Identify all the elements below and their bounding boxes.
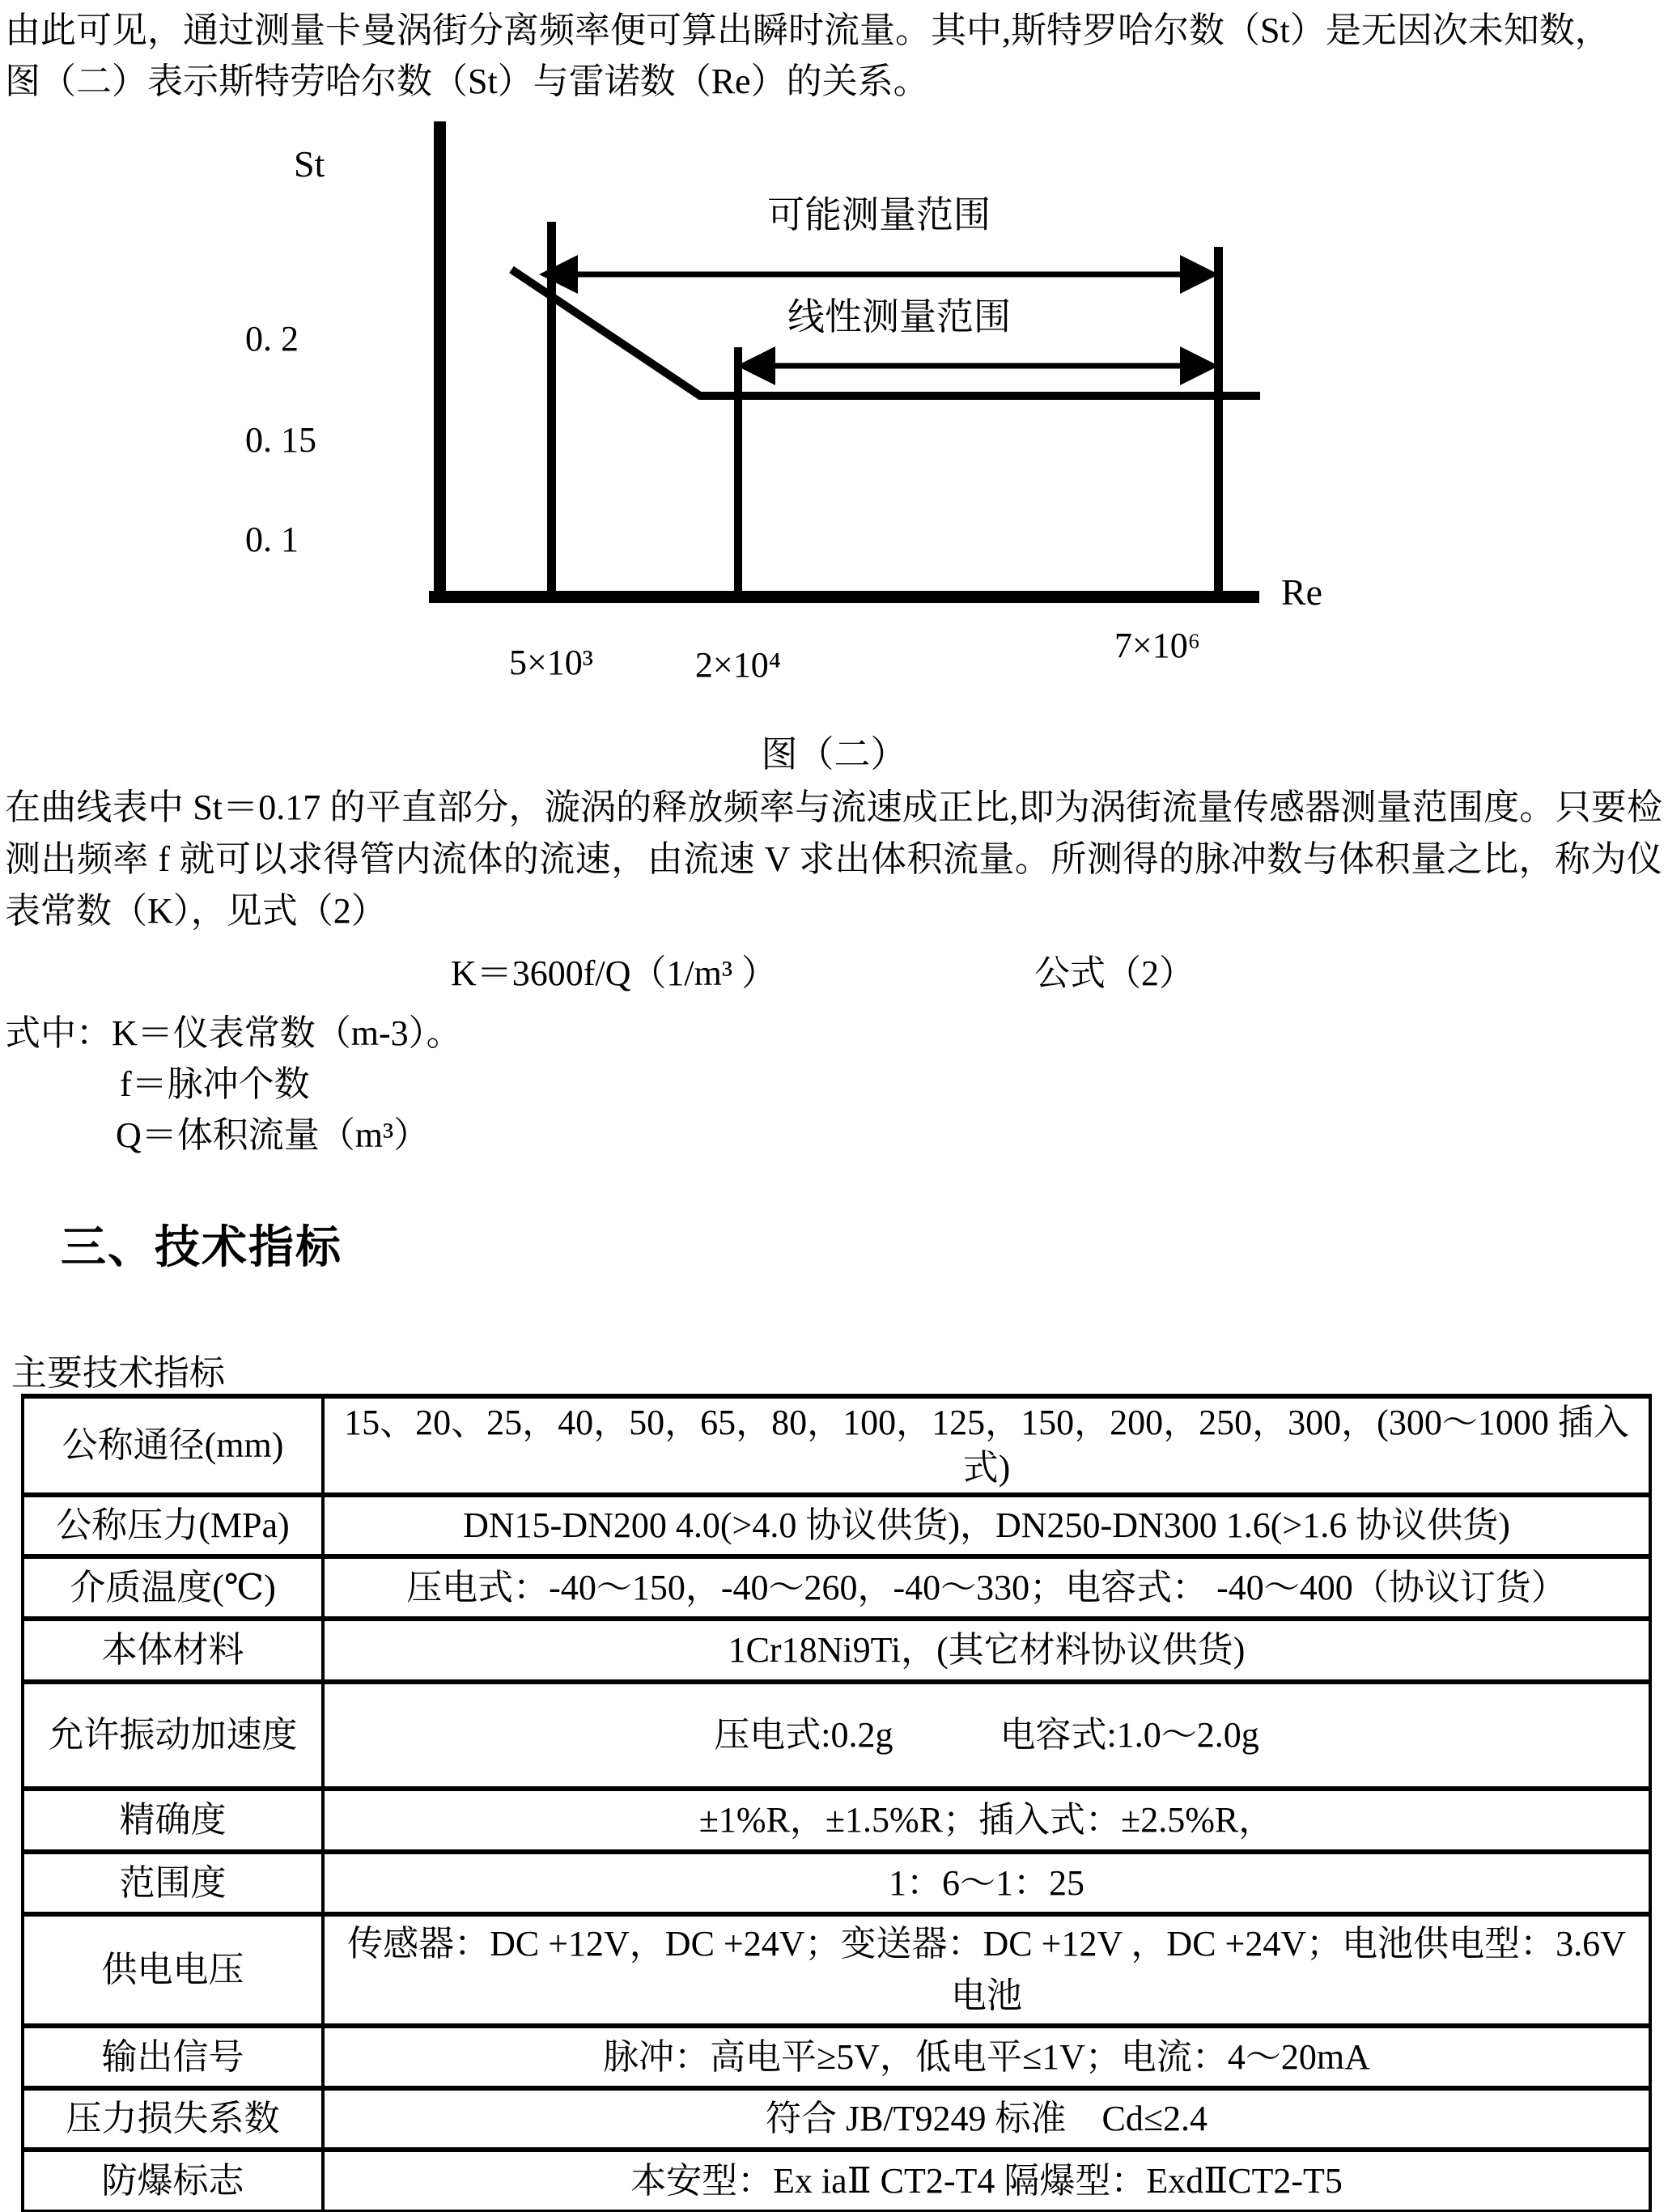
y-axis-line bbox=[434, 121, 446, 602]
possible-range-label: 可能测量范围 bbox=[767, 194, 991, 236]
x-tick-7e6: 7×10⁶ bbox=[1114, 626, 1201, 665]
row-label: 防爆标志 bbox=[23, 2150, 323, 2212]
row-value: 1Cr18Ni9Ti，(其它材料协议供货) bbox=[323, 1619, 1650, 1682]
row-value: DN15-DN200 4.0(>4.0 协议供货)，DN250-DN300 1.6(>1.6 协议供货) bbox=[323, 1495, 1650, 1556]
row-value: 压电式:0.2g 电容式:1.0～2.0g bbox=[323, 1682, 1650, 1789]
definition-k: 式中：K＝仪表常数（m-3）。 bbox=[5, 1013, 462, 1053]
x-axis-title: Re bbox=[1281, 571, 1323, 613]
table-row bbox=[23, 2026, 1650, 2088]
row-label: 允许振动加速度 bbox=[23, 1682, 323, 1789]
row-value: 压电式：-40～150，-40～260，-40～330；电容式： -40～400（协议订货） bbox=[323, 1556, 1650, 1619]
tick-line-2e4 bbox=[734, 347, 742, 591]
row-value: 本安型：Ex iaⅡ CT2-T4 隔爆型：ExdⅡCT2-T5 bbox=[323, 2150, 1650, 2212]
section-title: 三、技术指标 bbox=[61, 1221, 342, 1272]
linear-range-arrow bbox=[736, 346, 1219, 385]
intro-line-1: 由此可见，通过测量卡曼涡街分离频率便可算出瞬时流量。其中,斯特罗哈尔数（St）是无因次未知数， bbox=[5, 11, 1611, 50]
table-row bbox=[23, 1556, 1650, 1619]
intro-line-2: 图（二）表示斯特劳哈尔数（St）与雷诺数（Re）的关系。 bbox=[5, 62, 929, 101]
row-value: ±1%R，±1.5%R；插入式：±2.5%R， bbox=[323, 1789, 1650, 1852]
y-tick-0-2: 0. 2 bbox=[245, 319, 299, 359]
row-value: 脉冲：高电平≥5V，低电平≤1V；电流：4～20mA bbox=[323, 2026, 1650, 2088]
x-tick-5e3: 5×10³ bbox=[508, 643, 594, 682]
linear-range-label: 线性测量范围 bbox=[787, 296, 1011, 338]
body-paragraph: 在曲线表中 St＝0.17 的平直部分，漩涡的释放频率与流速成正比,即为涡街流量传感器测量范围度。只要检测出频率 f 就可以求得管内流体的流速，由流速 V 求出体积流量。所测得的脉冲数与体积量之比，称为仪表常数（K），见式（2） bbox=[5, 788, 1662, 931]
row-label: 公称通径(mm) bbox=[23, 1396, 323, 1495]
figure-caption: 图（二） bbox=[761, 734, 907, 775]
x-axis-line bbox=[429, 591, 1259, 603]
row-value: 15、20、25，40，50，65，80，100，125，150，200，250，300，(300～1000 插入式) bbox=[323, 1396, 1650, 1495]
possible-range-arrow bbox=[539, 255, 1219, 294]
row-value: 1：6～1：25 bbox=[323, 1852, 1650, 1914]
row-label: 介质温度(℃) bbox=[23, 1556, 323, 1619]
x-tick-2e4: 2×10⁴ bbox=[694, 645, 782, 685]
y-tick-0-1: 0. 1 bbox=[245, 520, 299, 559]
row-value: 符合 JB/T9249 标准 Cd≤2.4 bbox=[323, 2088, 1650, 2150]
table-row bbox=[23, 1495, 1650, 1556]
row-label: 公称压力(MPa) bbox=[23, 1495, 323, 1556]
table-row bbox=[23, 2088, 1650, 2150]
formula-expression: K＝3600f/Q（1/m³ ） bbox=[451, 953, 778, 993]
y-axis-title: St bbox=[294, 143, 325, 185]
spec-table-intro: 主要技术指标 bbox=[11, 1353, 225, 1393]
st-re-chart bbox=[0, 105, 1668, 777]
row-label: 压力损失系数 bbox=[23, 2088, 323, 2150]
row-label: 输出信号 bbox=[23, 2026, 323, 2088]
table-row bbox=[23, 1682, 1650, 1789]
table-row bbox=[23, 1396, 1650, 1495]
formula-tag: 公式（2） bbox=[1034, 953, 1195, 993]
row-label: 精确度 bbox=[23, 1789, 323, 1852]
row-value: 传感器：DC +12V，DC +24V；变送器：DC +12V ，DC +24V；电池供电型：3.6V 电池 bbox=[323, 1914, 1650, 2026]
row-label: 范围度 bbox=[23, 1852, 323, 1914]
row-label: 供电电压 bbox=[23, 1914, 323, 2026]
table-row bbox=[23, 1789, 1650, 1852]
table-row bbox=[23, 2150, 1650, 2212]
y-tick-0-15: 0. 15 bbox=[245, 420, 316, 460]
definition-f: f＝脉冲个数 bbox=[120, 1064, 310, 1104]
table-row bbox=[23, 1852, 1650, 1914]
row-label: 本体材料 bbox=[23, 1619, 323, 1682]
definition-q: Q＝体积流量（m³） bbox=[116, 1115, 430, 1155]
intro-paragraph bbox=[5, 5, 1662, 107]
table-row bbox=[23, 1914, 1650, 2026]
table-row bbox=[23, 1619, 1650, 1682]
tick-line-7e6 bbox=[1214, 247, 1223, 591]
spec-table bbox=[21, 1394, 1652, 2212]
